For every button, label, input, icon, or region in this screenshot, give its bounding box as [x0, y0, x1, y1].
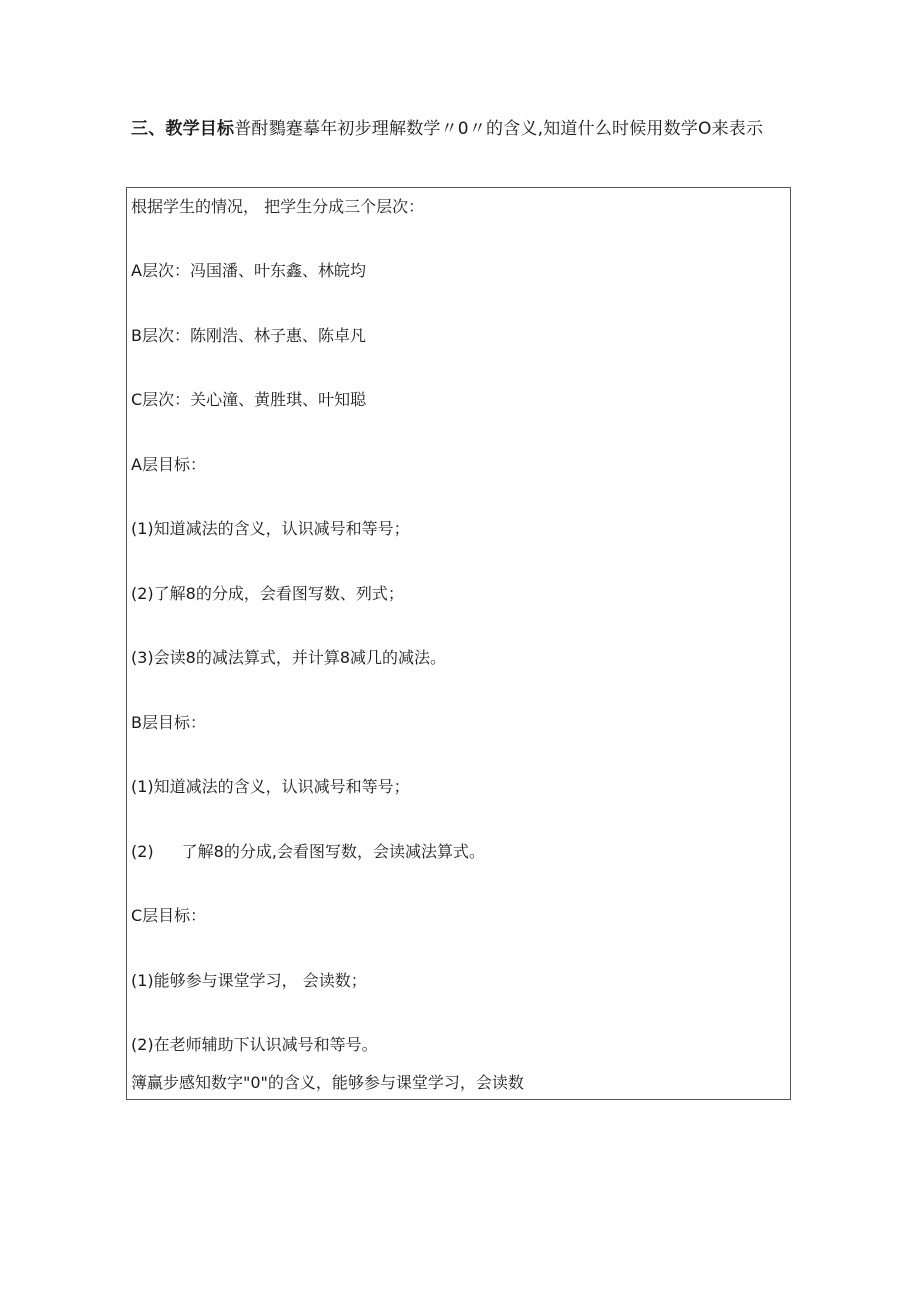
b-goal-2 — [131, 841, 485, 863]
c-goal-1: (1)能够参与课堂学习， 会读数； — [131, 971, 367, 990]
section-heading-label: 三、教学目标 — [131, 119, 235, 139]
a-goal-3: (3)会读8的减法算式，并计算8减几的减法。 — [131, 648, 447, 667]
b-goal-2-number: (2) — [131, 842, 154, 861]
section-heading-text: 普酎鷚蹇摹年初步理解数学〃0〃的含义,知道什么时候用数学O来表示 — [234, 119, 764, 139]
objectives-box — [126, 187, 791, 1100]
intro-line: 根据学生的情况， 把学生分成三个层次： — [131, 197, 425, 216]
b-goal-1: (1)知道减法的含义，认识减号和等号； — [131, 777, 410, 796]
level-c-line: C层次：关心潼、黄胜琪、叶知聪 — [131, 390, 367, 409]
a-goals-title: A层目标： — [131, 455, 206, 474]
c-goals-title: C层目标： — [131, 906, 207, 925]
b-goals-title: B层目标： — [131, 713, 206, 732]
level-a-line: A层次：冯国潘、叶东鑫、林皖均 — [131, 261, 366, 280]
level-b-line: B层次：陈刚浩、林子惠、陈卓凡 — [131, 326, 366, 345]
footer-line: 簿赢步感知数字"0"的含义，能够参与课堂学习，会读数 — [131, 1073, 524, 1092]
a-goal-1: (1)知道减法的含义，认识减号和等号； — [131, 519, 410, 538]
c-goal-2: (2)在老师辅助下认识减号和等号。 — [131, 1035, 378, 1054]
section-heading — [131, 116, 763, 142]
b-goal-2-text: 了解8的分成,会看图写数，会读减法算式。 — [181, 842, 485, 861]
a-goal-2: (2)了解8的分成，会看图写数、列式； — [131, 584, 404, 603]
